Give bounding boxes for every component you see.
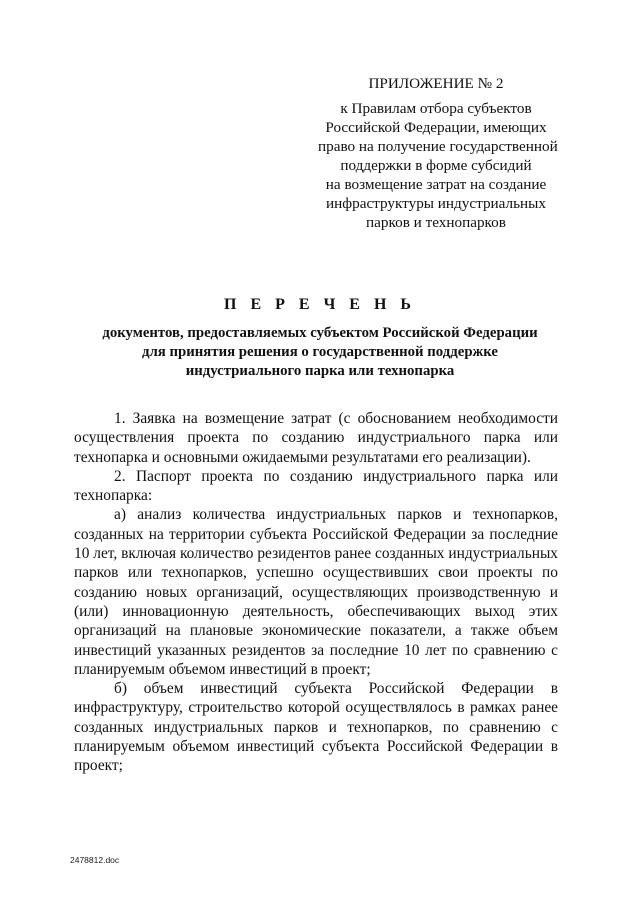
appendix-line: парков и технопарков	[366, 214, 506, 231]
document-title: П Е Р Е Ч Е Н Ь	[224, 296, 416, 313]
subtitle-line: для принятия решения о государственной поддержке	[142, 344, 498, 360]
paragraph-subitem-b: б) объем инвестиций субъекта Российской Федерации в инфраструктуру, строительство которой осуществлялось в рамках ранее созданных индустриальных парков и технопарков, по сравнению с планируемым объемом инвестиций субъекта Российской Федерации в проект;	[74, 680, 558, 775]
appendix-line: к Правилам отбора субъектов	[340, 100, 532, 117]
appendix-line: право на получение государственной	[318, 138, 558, 155]
document-subtitle	[70, 324, 570, 381]
appendix-title: ПРИЛОЖЕНИЕ № 2	[368, 75, 504, 92]
appendix-line: инфраструктуры индустриальных	[326, 195, 546, 212]
appendix-line: поддержки в форме субсидий	[340, 157, 532, 174]
footer-file-code: 2478812.doc	[70, 855, 120, 865]
paragraph-item-2: 2. Паспорт проекта по созданию индустриального парка или технопарка:	[74, 467, 558, 505]
subtitle-line: индустриального парка или технопарка	[185, 363, 455, 379]
paragraph-item-1: 1. Заявка на возмещение затрат (с обоснованием необходимости осуществления проекта по созданию индустриального парка или технопарка и основными ожидаемыми результатами его реализации).	[74, 410, 558, 466]
paragraph-subitem-a: а) анализ количества индустриальных парков и технопарков, созданных на территории субъекта Российской Федерации за последние 10 лет, включая количество резидентов ранее созданных индустриальных парков или технопарков, успешно осуществивших свои проекты по созданию новых организаций, осуществляющих производственную и (или) инновационную деятельность, обеспечивающих выход этих организаций на плановые экономические показатели, а также объем инвестиций указанных резидентов за последние 10 лет по сравнению с планируемым объемом инвестиций в проект;	[74, 506, 558, 678]
appendix-line: Российской Федерации, имеющих	[325, 119, 547, 136]
document-body	[74, 409, 558, 776]
appendix-block	[318, 74, 558, 232]
subtitle-line: документов, предоставляемых субъектом Российской Федерации	[102, 325, 538, 341]
appendix-line: на возмещение затрат на создание	[325, 176, 547, 193]
